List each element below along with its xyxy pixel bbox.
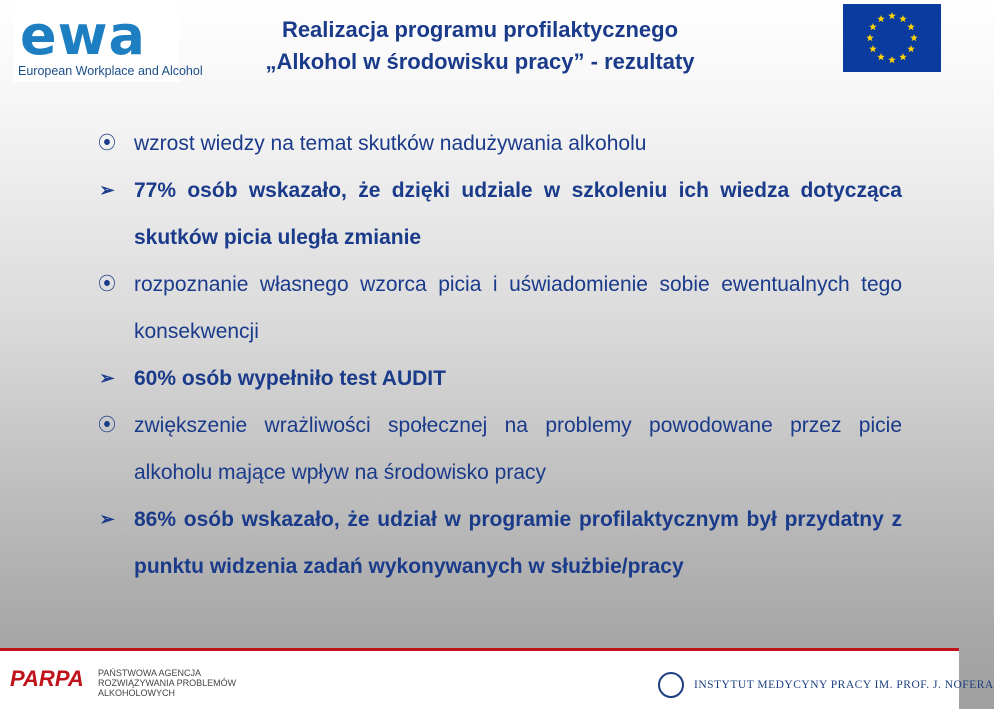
eu-star (907, 23, 915, 30)
eu-star (899, 53, 907, 60)
slide-title (210, 14, 750, 78)
slide-title-line-1: Realizacja programu profilaktycznego (281, 17, 679, 42)
bullet-text: 86% osób wskazało, że udział w programie profilaktycznym był przydatny z punktu widzenia zadań wykonywanych w służbie/pracy (134, 508, 902, 578)
arrow-bullet-icon: ➢ (99, 368, 115, 388)
bullet-item (94, 355, 902, 402)
bullet-item (94, 120, 902, 167)
bullet-text: 60% osób wypełniło test AUDIT (134, 367, 446, 390)
eu-star (907, 45, 915, 52)
eu-star (877, 15, 885, 22)
arrow-bullet-icon: ➢ (99, 509, 115, 529)
eu-stars (843, 4, 941, 72)
parpa-logo: PARPA (10, 666, 84, 691)
ewa-logo (14, 4, 203, 82)
bullet-text: wzrost wiedzy na temat skutków nadużywania alkoholu (134, 132, 647, 155)
footer-divider (0, 648, 959, 651)
imp-caduceus-icon (658, 672, 684, 698)
eu-flag-icon (843, 4, 941, 72)
bullet-item (94, 496, 902, 590)
eu-star (877, 53, 885, 60)
target-bullet-icon: ⦿ (98, 133, 116, 153)
eu-star (888, 12, 896, 19)
slide-title-line-2: „Alkohol w środowisku pracy” - rezultaty (265, 49, 695, 74)
bullet-item (94, 402, 902, 496)
arrow-bullet-icon: ➢ (99, 180, 115, 200)
target-bullet-icon: ⦿ (98, 415, 116, 435)
bullet-text: 77% osób wskazało, że dzięki udziale w szkoleniu ich wiedza dotycząca skutków picia uległa zmianie (134, 179, 902, 249)
bullet-text: zwiększenie wrażliwości społecznej na problemy powodowane przez picie alkoholu mające wpływ na środowisko pracy (134, 414, 902, 484)
bullet-item (94, 261, 902, 355)
imp-name: INSTYTUT MEDYCYNY PRACY IM. PROF. J. NOFERA (694, 679, 994, 691)
bullet-item (94, 167, 902, 261)
eu-star (899, 15, 907, 22)
target-bullet-icon: ⦿ (98, 274, 116, 294)
ewa-logo-wordmark: ewa (20, 4, 146, 67)
ewa-logo-subtitle: European Workplace and Alcohol (18, 64, 203, 78)
eu-star (869, 45, 877, 52)
eu-star (866, 34, 874, 41)
eu-star (910, 34, 918, 41)
parpa-name: PAŃSTWOWA AGENCJA ROZWIĄZYWANIA PROBLEMÓW ALKOHOLOWYCH (98, 668, 237, 698)
eu-star (869, 23, 877, 30)
eu-star (888, 56, 896, 63)
bullet-text: rozpoznanie własnego wzorca picia i uświadomienie sobie ewentualnych tego konsekwencji (134, 273, 902, 343)
bullet-list (94, 120, 902, 590)
